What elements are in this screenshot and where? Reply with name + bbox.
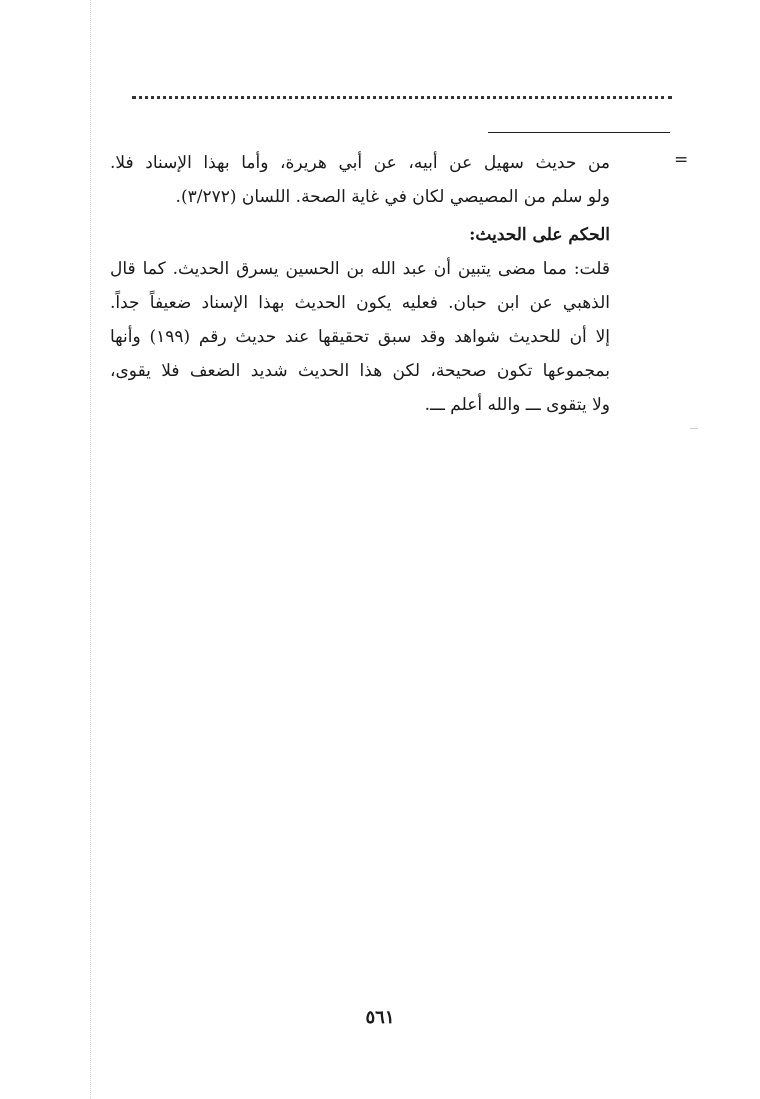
- ruling-line-1: قلت: مما مضى يتبين أن عبد الله بن الحسين يسرق الحديث. كما قال: [110, 259, 610, 279]
- footnote-line-2: ولو سلم من المصيصي لكان في غاية الصحة. اللسان (٣/٢٧٢).: [175, 187, 610, 207]
- ruling-heading: الحكم على الحديث:: [469, 225, 610, 245]
- main-text-block: [110, 146, 610, 422]
- footnote-line-1: من حديث سهيل عن أبيه، عن أبي هريرة، وأما بهذا الإسناد فلا.: [110, 153, 610, 173]
- ruling-line-4: بمجموعها تكون صحيحة، لكن هذا الحديث شديد الضعف فلا يقوى،: [110, 361, 610, 381]
- ruling-line-3: إلا أن للحديث شواهد وقد سبق تحقيقها عند حديث رقم (١٩٩) وأنها: [110, 327, 610, 347]
- ruling-line-5: ولا يتقوى ـــ والله أعلم ـــ.: [424, 395, 610, 415]
- scan-margin-line: [90, 0, 91, 1099]
- footnote-separator-rule: [488, 132, 670, 133]
- margin-tick: [690, 428, 698, 429]
- continuation-mark: =: [674, 150, 689, 170]
- ruling-line-2: الذهبي عن ابن حبان. فعليه يكون الحديث بهذا الإسناد ضعيفاً جداً.: [110, 293, 610, 313]
- header-dotted-rule: [132, 96, 672, 99]
- page-number: ٥٦١: [365, 1007, 395, 1028]
